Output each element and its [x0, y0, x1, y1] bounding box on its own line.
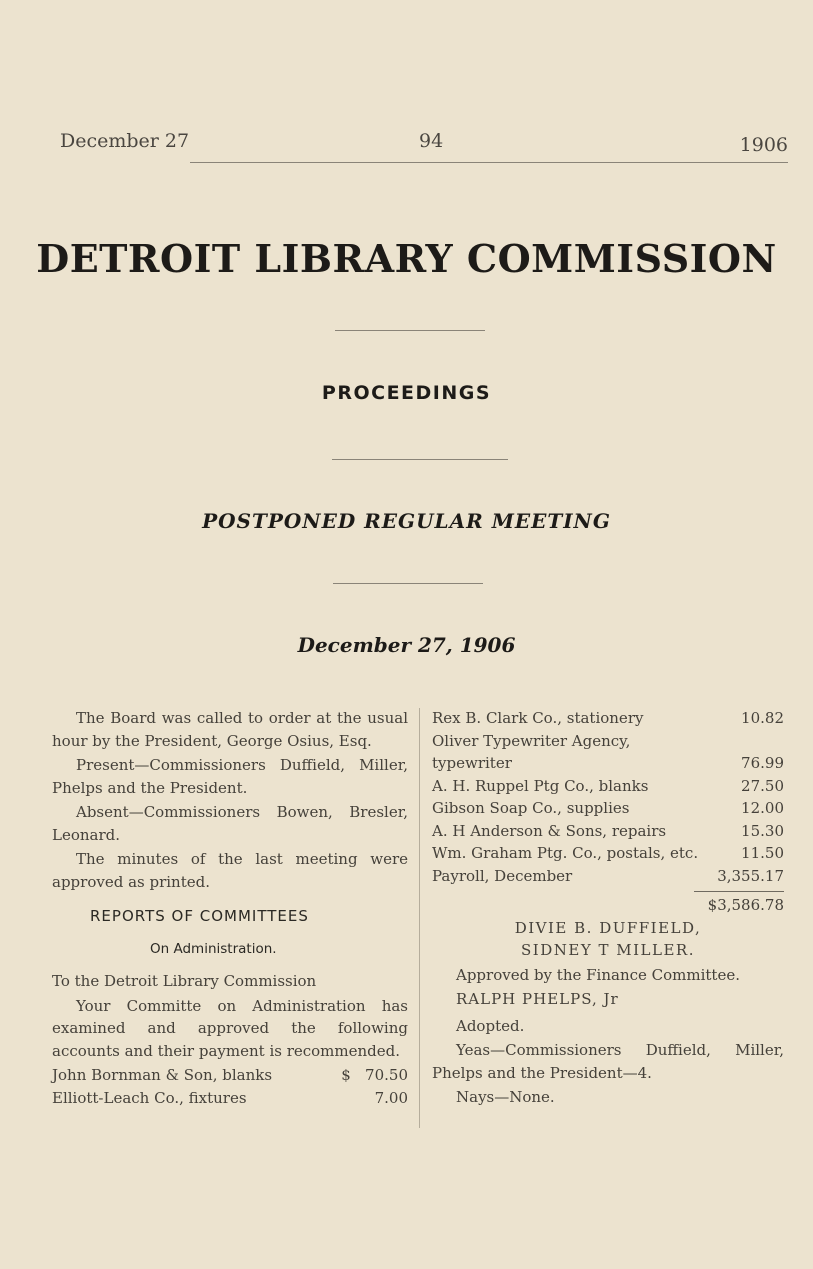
- meeting-date: December 27, 1906: [297, 633, 516, 657]
- account-amount: 15.30: [741, 821, 784, 840]
- absent-paragraph: Absent—Commissioners Bowen, Bresler, Leonard.: [52, 803, 408, 844]
- account-payee: John Bornman & Son, blanks: [52, 1066, 273, 1084]
- left-column: [52, 707, 408, 1109]
- account-row: [432, 775, 784, 798]
- account-row: [432, 820, 784, 843]
- call-to-order-paragraph: The Board was called to order at the usual hour by the President, George Osius, Esq.: [52, 709, 408, 750]
- account-row: [52, 1064, 408, 1087]
- account-payee: Oliver Typewriter Agency, typewriter: [432, 731, 631, 772]
- report-paragraph: Your Committe on Administration has examined and approved the following accounts and their payment is recommended.: [52, 996, 408, 1060]
- account-row: [432, 707, 784, 730]
- account-amount: 76.99: [741, 754, 784, 772]
- divider-rule-2: [332, 459, 508, 460]
- divider-rule-1: [335, 330, 485, 331]
- account-row: [432, 865, 784, 888]
- account-row: [432, 730, 784, 775]
- account-row: [432, 797, 784, 820]
- account-payee: Gibson Soap Co., supplies: [432, 799, 630, 817]
- running-head: [60, 130, 788, 160]
- accounts-total: $3,586.78: [707, 896, 784, 914]
- meeting-type-heading: POSTPONED REGULAR MEETING: [202, 509, 611, 533]
- yeas-line: Yeas—Commissioners Duffield, Miller, Phelps and the President—4.: [432, 1041, 784, 1082]
- account-payee: Rex B. Clark Co., stationery: [432, 709, 644, 727]
- running-head-date: December 27: [60, 130, 190, 152]
- adopted-line: Adopted.: [456, 1016, 525, 1035]
- account-payee: Wm. Graham Ptg. Co., postals, etc.: [432, 844, 699, 862]
- signature-phelps: RALPH PHELPS, Jr: [456, 990, 619, 1008]
- page-number: 94: [419, 130, 444, 152]
- account-amount: 3,355.17: [717, 866, 784, 885]
- account-payee: Payroll, December: [432, 866, 573, 885]
- account-amount: 27.50: [741, 776, 784, 795]
- reports-heading: REPORTS OF COMMITTEES: [90, 907, 309, 925]
- signature-miller: SIDNEY T MILLER.: [521, 941, 695, 959]
- administration-subheading: On Administration.: [150, 940, 277, 957]
- address-line: To the Detroit Library Commission: [52, 972, 317, 990]
- account-amount: $ 70.50: [341, 1066, 408, 1084]
- account-amount: 12.00: [741, 799, 784, 817]
- nays-line: Nays—None.: [456, 1088, 555, 1106]
- account-payee: A. H Anderson & Sons, repairs: [432, 821, 667, 840]
- account-amount: 11.50: [741, 844, 784, 862]
- document-title: DETROIT LIBRARY COMMISSION: [36, 236, 777, 281]
- divider-rule-3: [333, 583, 483, 584]
- account-payee: Elliott-Leach Co., fixtures: [52, 1088, 247, 1107]
- account-amount: 7.00: [374, 1088, 408, 1107]
- account-row: [52, 1087, 408, 1110]
- minutes-paragraph: The minutes of the last meeting were approved as printed.: [52, 850, 408, 891]
- right-column: [432, 707, 784, 1111]
- signature-duffield: DIVIE B. DUFFIELD,: [514, 918, 702, 937]
- column-divider: [419, 708, 420, 1128]
- account-payee: A. H. Ruppel Ptg Co., blanks: [432, 776, 649, 795]
- header-rule: [190, 162, 788, 163]
- present-paragraph: Present—Commissioners Duffield, Miller, Phelps and the President.: [52, 756, 408, 797]
- account-row: [432, 842, 784, 865]
- finance-approval: Approved by the Finance Committee.: [456, 965, 740, 984]
- running-head-year: 1906: [739, 134, 788, 156]
- proceedings-heading: PROCEEDINGS: [321, 382, 492, 404]
- account-amount: 10.82: [741, 709, 784, 727]
- total-rule: [694, 891, 784, 892]
